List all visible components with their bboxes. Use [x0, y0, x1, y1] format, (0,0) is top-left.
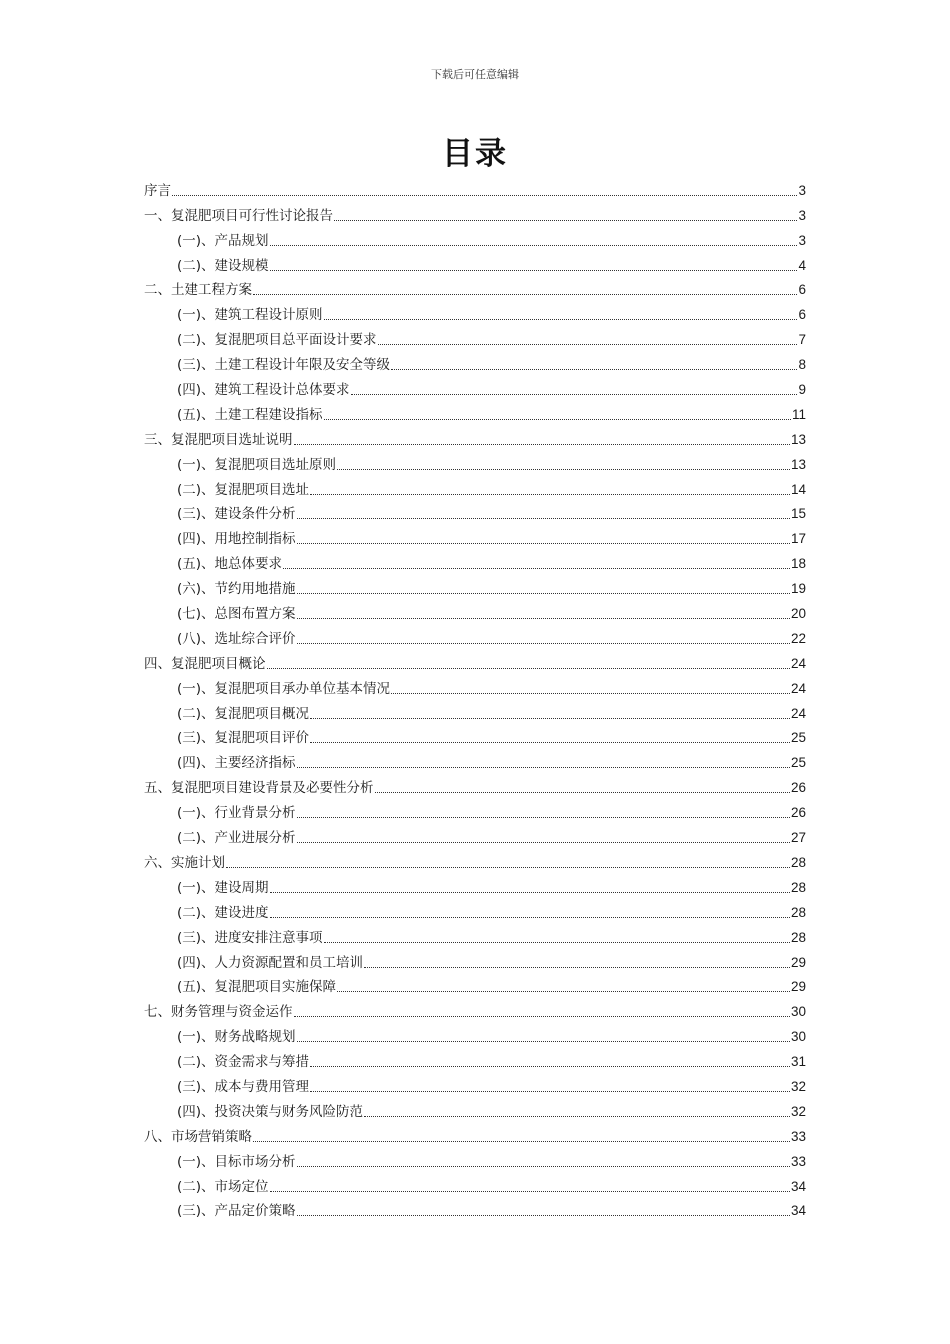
- header-note: 下载后可任意编辑: [431, 68, 519, 81]
- toc-entry-page-number: 24: [790, 655, 806, 671]
- toc-entry[interactable]: [144, 597, 806, 622]
- toc-entry[interactable]: [144, 971, 806, 996]
- toc-entry[interactable]: [144, 622, 806, 647]
- toc-entry[interactable]: [144, 1095, 806, 1120]
- toc-dot-leader: [267, 668, 790, 669]
- toc-dot-leader: [297, 1166, 790, 1167]
- toc-entry-page-number: 32: [790, 1103, 806, 1119]
- toc-entry-title: 二、土建工程方案: [144, 282, 252, 299]
- toc-entry[interactable]: [144, 896, 806, 921]
- toc-dot-leader: [310, 718, 790, 719]
- toc-dot-leader: [297, 1041, 790, 1042]
- toc-dot-leader: [310, 1091, 790, 1092]
- toc-entry-title: (五)、土建工程建设指标: [177, 406, 323, 423]
- toc-entry-page-number: 20: [790, 606, 806, 622]
- toc-entry[interactable]: [144, 946, 806, 971]
- toc-dot-leader: [253, 1141, 790, 1142]
- toc-entry-title: (四)、投资决策与财务风险防范: [177, 1103, 364, 1120]
- toc-dot-leader: [270, 245, 798, 246]
- toc-entry[interactable]: [144, 1020, 806, 1045]
- toc-entry-title: (三)、土建工程设计年限及安全等级: [177, 357, 391, 374]
- toc-dot-leader: [297, 543, 790, 544]
- toc-entry[interactable]: [144, 1120, 806, 1145]
- toc-dot-leader: [297, 817, 790, 818]
- toc-entry-title: (四)、用地控制指标: [177, 531, 296, 548]
- toc-entry[interactable]: [144, 323, 806, 348]
- toc-dot-leader: [270, 892, 790, 893]
- toc-entry[interactable]: [144, 796, 806, 821]
- toc-entry-title: 序言: [144, 182, 171, 199]
- toc-entry-title: (一)、行业背景分析: [177, 805, 296, 822]
- toc-entry-title: (二)、建设规模: [177, 257, 269, 274]
- toc-dot-leader: [324, 319, 798, 320]
- toc-entry[interactable]: [144, 224, 806, 249]
- toc-entry-title: (二)、市场定位: [177, 1178, 269, 1195]
- toc-dot-leader: [310, 742, 790, 743]
- toc-dot-leader: [375, 792, 790, 793]
- toc-entry-page-number: 3: [798, 182, 806, 198]
- toc-entry[interactable]: [144, 995, 806, 1020]
- toc-entry-title: 三、复混肥项目选址说明: [144, 431, 293, 448]
- toc-entry[interactable]: [144, 722, 806, 747]
- toc-entry-page-number: 25: [790, 730, 806, 746]
- toc-entry-page-number: 19: [790, 581, 806, 597]
- toc-entry-page-number: 25: [790, 755, 806, 771]
- toc-entry-title: (一)、建设周期: [177, 879, 269, 896]
- toc-entry-page-number: 24: [790, 680, 806, 696]
- toc-entry[interactable]: [144, 672, 806, 697]
- toc-dot-leader: [364, 1116, 790, 1117]
- toc-dot-leader: [294, 444, 790, 445]
- toc-dot-leader: [364, 967, 790, 968]
- toc-entry-title: (八)、选址综合评价: [177, 630, 296, 647]
- toc-entry-page-number: 24: [790, 705, 806, 721]
- toc-entry-title: (一)、复混肥项目承办单位基本情况: [177, 680, 391, 697]
- toc-entry-page-number: 13: [790, 456, 806, 472]
- toc-entry-page-number: 3: [798, 207, 806, 223]
- toc-dot-leader: [324, 942, 790, 943]
- toc-entry[interactable]: [144, 821, 806, 846]
- toc-entry[interactable]: [144, 771, 806, 796]
- toc-entry-title: (一)、产品规划: [177, 232, 269, 249]
- toc-entry[interactable]: [144, 1195, 806, 1220]
- toc-entry-title: (三)、产品定价策略: [177, 1203, 296, 1220]
- toc-entry-page-number: 32: [790, 1078, 806, 1094]
- toc-entry-page-number: 9: [798, 382, 806, 398]
- toc-entry[interactable]: [144, 647, 806, 672]
- toc-entry-page-number: 28: [790, 904, 806, 920]
- toc-dot-leader: [391, 693, 790, 694]
- toc-entry-title: (四)、建筑工程设计总体要求: [177, 382, 350, 399]
- toc-entry-title: 五、复混肥项目建设背景及必要性分析: [144, 780, 374, 797]
- toc-entry[interactable]: [144, 697, 806, 722]
- toc-entry-page-number: 8: [798, 357, 806, 373]
- toc-entry-title: (二)、复混肥项目总平面设计要求: [177, 332, 377, 349]
- toc-entry-title: (四)、人力资源配置和员工培训: [177, 954, 364, 971]
- toc-dot-leader: [297, 618, 790, 619]
- toc-entry[interactable]: [144, 398, 806, 423]
- toc-entry-page-number: 22: [790, 630, 806, 646]
- toc-entry-page-number: 31: [790, 1054, 806, 1070]
- toc-entry-title: (一)、财务战略规划: [177, 1029, 296, 1046]
- toc-entry-title: (一)、建筑工程设计原则: [177, 307, 323, 324]
- toc-dot-leader: [297, 842, 790, 843]
- toc-entry-title: 六、实施计划: [144, 854, 225, 871]
- toc-dot-leader: [270, 270, 798, 271]
- toc-entry[interactable]: [144, 1170, 806, 1195]
- toc-dot-leader: [378, 344, 798, 345]
- toc-entry-title: (六)、节约用地措施: [177, 581, 296, 598]
- toc-entry[interactable]: [144, 348, 806, 373]
- toc-entry[interactable]: [144, 921, 806, 946]
- toc-dot-leader: [351, 394, 798, 395]
- toc-entry[interactable]: [144, 1145, 806, 1170]
- toc-entry[interactable]: [144, 448, 806, 473]
- toc-entry-page-number: 34: [790, 1203, 806, 1219]
- toc-entry[interactable]: [144, 174, 806, 199]
- toc-entry-page-number: 30: [790, 1029, 806, 1045]
- toc-entry-title: (二)、建设进度: [177, 904, 269, 921]
- toc-dot-leader: [270, 1191, 790, 1192]
- toc-entry-title: (三)、复混肥项目评价: [177, 730, 310, 747]
- toc-entry-title: (三)、进度安排注意事项: [177, 929, 323, 946]
- toc-entry-page-number: 28: [790, 879, 806, 895]
- toc-entry-title: 四、复混肥项目概论: [144, 655, 266, 672]
- toc-entry-page-number: 30: [790, 1004, 806, 1020]
- toc-dot-leader: [297, 593, 790, 594]
- toc-entry-title: 七、财务管理与资金运作: [144, 1004, 293, 1021]
- toc-dot-leader: [294, 1016, 790, 1017]
- toc-entry-title: (三)、建设条件分析: [177, 506, 296, 523]
- toc-entry-page-number: 4: [798, 257, 806, 273]
- toc-entry-page-number: 6: [798, 282, 806, 298]
- toc-dot-leader: [310, 1066, 790, 1067]
- toc-entry-title: (一)、复混肥项目选址原则: [177, 456, 337, 473]
- toc-entry-page-number: 3: [798, 232, 806, 248]
- toc-entry-title: 八、市场营销策略: [144, 1128, 252, 1145]
- toc-entry-title: (三)、成本与费用管理: [177, 1078, 310, 1095]
- toc-entry-page-number: 33: [790, 1153, 806, 1169]
- toc-dot-leader: [283, 568, 790, 569]
- toc-entry-page-number: 7: [798, 332, 806, 348]
- toc-entry-page-number: 15: [790, 506, 806, 522]
- toc-entry-title: (二)、复混肥项目概况: [177, 705, 310, 722]
- toc-entry[interactable]: [144, 572, 806, 597]
- toc-entry-page-number: 28: [790, 929, 806, 945]
- page-title: 目录: [442, 136, 508, 172]
- toc-dot-leader: [324, 419, 791, 420]
- toc-entry-page-number: 29: [790, 954, 806, 970]
- toc-dot-leader: [337, 469, 790, 470]
- toc-entry[interactable]: [144, 298, 806, 323]
- toc-dot-leader: [297, 643, 790, 644]
- toc-dot-leader: [310, 494, 790, 495]
- toc-entry-title: (七)、总图布置方案: [177, 606, 296, 623]
- toc-dot-leader: [270, 917, 790, 918]
- toc-entry-page-number: 27: [790, 830, 806, 846]
- toc-entry-title: (二)、资金需求与筹措: [177, 1054, 310, 1071]
- toc-entry[interactable]: [144, 871, 806, 896]
- toc-dot-leader: [337, 991, 790, 992]
- toc-entry-title: 一、复混肥项目可行性讨论报告: [144, 207, 333, 224]
- toc-dot-leader: [297, 767, 790, 768]
- toc-dot-leader: [391, 369, 797, 370]
- toc-entry-page-number: 33: [790, 1128, 806, 1144]
- toc-entry[interactable]: [144, 473, 806, 498]
- toc-dot-leader: [297, 1215, 790, 1216]
- toc-entry-title: (五)、地总体要求: [177, 556, 283, 573]
- toc-entry-page-number: 11: [791, 406, 806, 422]
- toc-entry-title: (五)、复混肥项目实施保障: [177, 979, 337, 996]
- toc-entry-page-number: 34: [790, 1178, 806, 1194]
- toc-dot-leader: [334, 220, 797, 221]
- toc-entry-page-number: 6: [798, 307, 806, 323]
- toc-entry[interactable]: [144, 547, 806, 572]
- toc-entry-title: (一)、目标市场分析: [177, 1153, 296, 1170]
- toc-entry[interactable]: [144, 846, 806, 871]
- toc-entry-page-number: 14: [790, 481, 806, 497]
- toc-entry[interactable]: [144, 1070, 806, 1095]
- table-of-contents: [144, 174, 806, 1219]
- toc-dot-leader: [172, 195, 797, 196]
- toc-entry-title: (二)、产业进展分析: [177, 830, 296, 847]
- toc-entry-title: (二)、复混肥项目选址: [177, 481, 310, 498]
- toc-entry[interactable]: [144, 373, 806, 398]
- toc-dot-leader: [226, 867, 790, 868]
- toc-entry[interactable]: [144, 746, 806, 771]
- toc-entry[interactable]: [144, 522, 806, 547]
- toc-entry-page-number: 26: [790, 805, 806, 821]
- toc-entry[interactable]: [144, 274, 806, 299]
- toc-entry[interactable]: [144, 1045, 806, 1070]
- toc-entry-title: (四)、主要经济指标: [177, 755, 296, 772]
- toc-entry-page-number: 18: [790, 556, 806, 572]
- toc-entry-page-number: 28: [790, 854, 806, 870]
- toc-entry-page-number: 13: [790, 431, 806, 447]
- toc-entry[interactable]: [144, 199, 806, 224]
- toc-entry[interactable]: [144, 423, 806, 448]
- toc-dot-leader: [253, 294, 797, 295]
- toc-entry-page-number: 26: [790, 780, 806, 796]
- toc-entry-page-number: 17: [790, 531, 806, 547]
- toc-entry-page-number: 29: [790, 979, 806, 995]
- toc-entry[interactable]: [144, 498, 806, 523]
- toc-dot-leader: [297, 518, 790, 519]
- toc-entry[interactable]: [144, 249, 806, 274]
